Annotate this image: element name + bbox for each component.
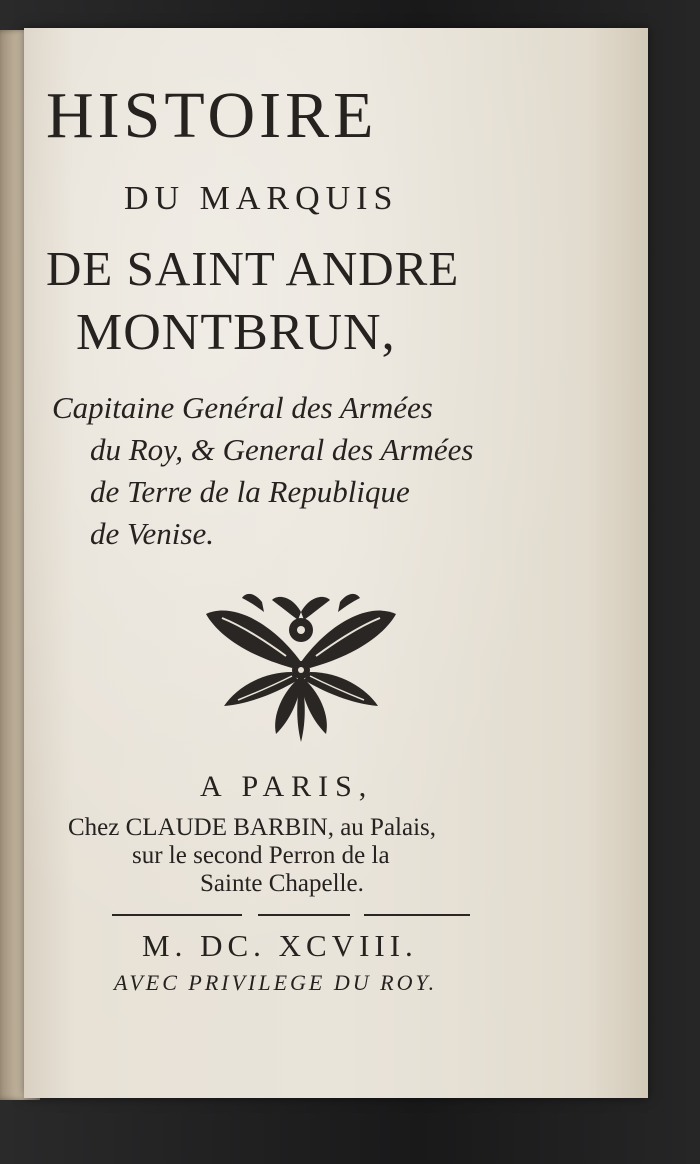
subtitle-line-2: du Roy, & General des Armées <box>90 432 474 467</box>
title-line-2: DU MARQUIS <box>124 180 399 217</box>
floral-ornament-icon <box>202 592 400 742</box>
imprint-line-2: sur le second Perron de la <box>132 842 390 869</box>
imprint-line-1: Chez CLAUDE BARBIN, au Palais, <box>68 814 437 841</box>
title-page <box>24 28 648 1098</box>
divider-rule <box>364 914 470 916</box>
subtitle-line-1: Capitaine Genéral des Armées <box>52 390 433 425</box>
privilege-line: AVEC PRIVILEGE DU ROY. <box>114 970 438 995</box>
subtitle-line-3: de Terre de la Republique <box>90 474 410 509</box>
publication-date: M. DC. XCVIII. <box>142 928 418 963</box>
divider-rule <box>112 914 242 916</box>
imprint-city: A PARIS, <box>200 770 374 803</box>
title-line-1: HISTOIRE <box>46 79 378 152</box>
title-line-4: MONTBRUN, <box>76 304 396 361</box>
title-line-3: DE SAINT ANDRE <box>46 241 460 296</box>
divider-rule <box>258 914 350 916</box>
imprint-line-3: Sainte Chapelle. <box>200 870 364 897</box>
subtitle-line-4: de Venise. <box>90 516 214 551</box>
